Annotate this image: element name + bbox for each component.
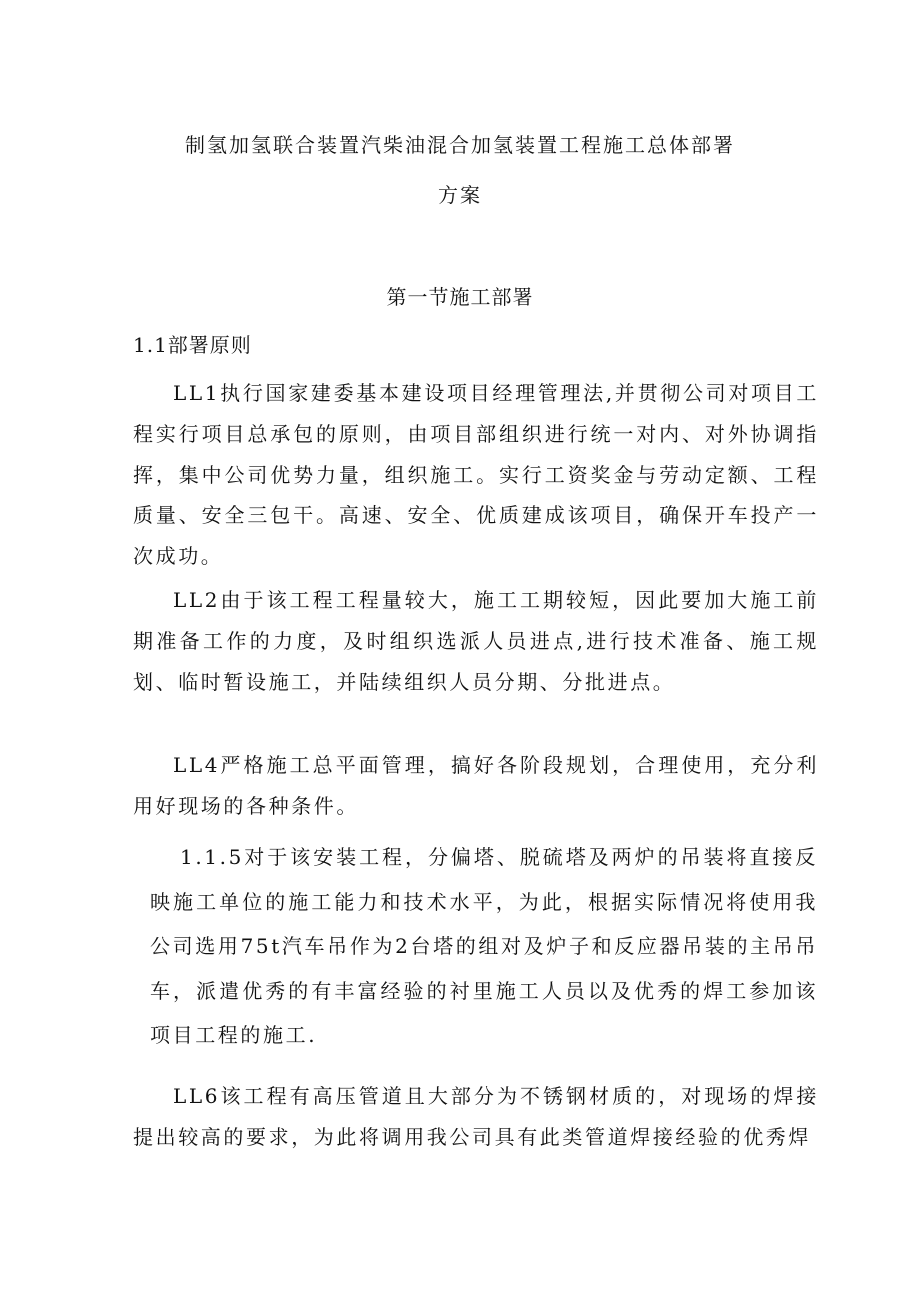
paragraph-1-1-4: LL4严格施工总平面管理，搞好各阶段规划，合理使用，充分利用好现场的各种条件。: [133, 753, 819, 818]
document-title-line-1: 制氢加氢联合装置汽柴油混合加氢装置工程施工总体部署: [185, 133, 735, 157]
section-heading: 第一节施工部署: [386, 285, 534, 309]
subsection-heading: 1.1部署原则: [133, 333, 252, 357]
paragraph-1-1-6: LL6该工程有高压管道且大部分为不锈钢材质的，对现场的焊接提出较高的要求，为此将调用我公司具有此类管道焊接经验的优秀焊: [133, 1084, 819, 1149]
paragraph-1-1-5: 1.1.5对于该安装工程，分偏塔、脱硫塔及两炉的吊装将直接反映施工单位的施工能力和技术水平，为此，根据实际情况将使用我公司选用75t汽车吊作为2台塔的组对及炉子和反应器吊装的主吊吊车，派遣优秀的有丰富经验的衬里施工人员以及优秀的焊工参加该项目工程的施工.: [150, 845, 818, 1047]
paragraph-1-1-1: LL1执行国家建委基本建设项目经理管理法,并贯彻公司对项目工程实行项目总承包的原则，由项目部组织进行统一对内、对外协调指挥，集中公司优势力量，组织施工。实行工资奖金与劳动定额、工程质量、安全三包干。高速、安全、优质建成该项目，确保开车投产一次成功。: [133, 381, 819, 569]
paragraph-1-1-2: LL2由于该工程工程量较大，施工工期较短，因此要加大施工前期准备工作的力度，及时组织选派人员进点,进行技术准备、施工规划、临时暂设施工，并陆续组织人员分期、分批进点。: [133, 588, 819, 694]
document-title-line-2: 方案: [438, 183, 482, 207]
